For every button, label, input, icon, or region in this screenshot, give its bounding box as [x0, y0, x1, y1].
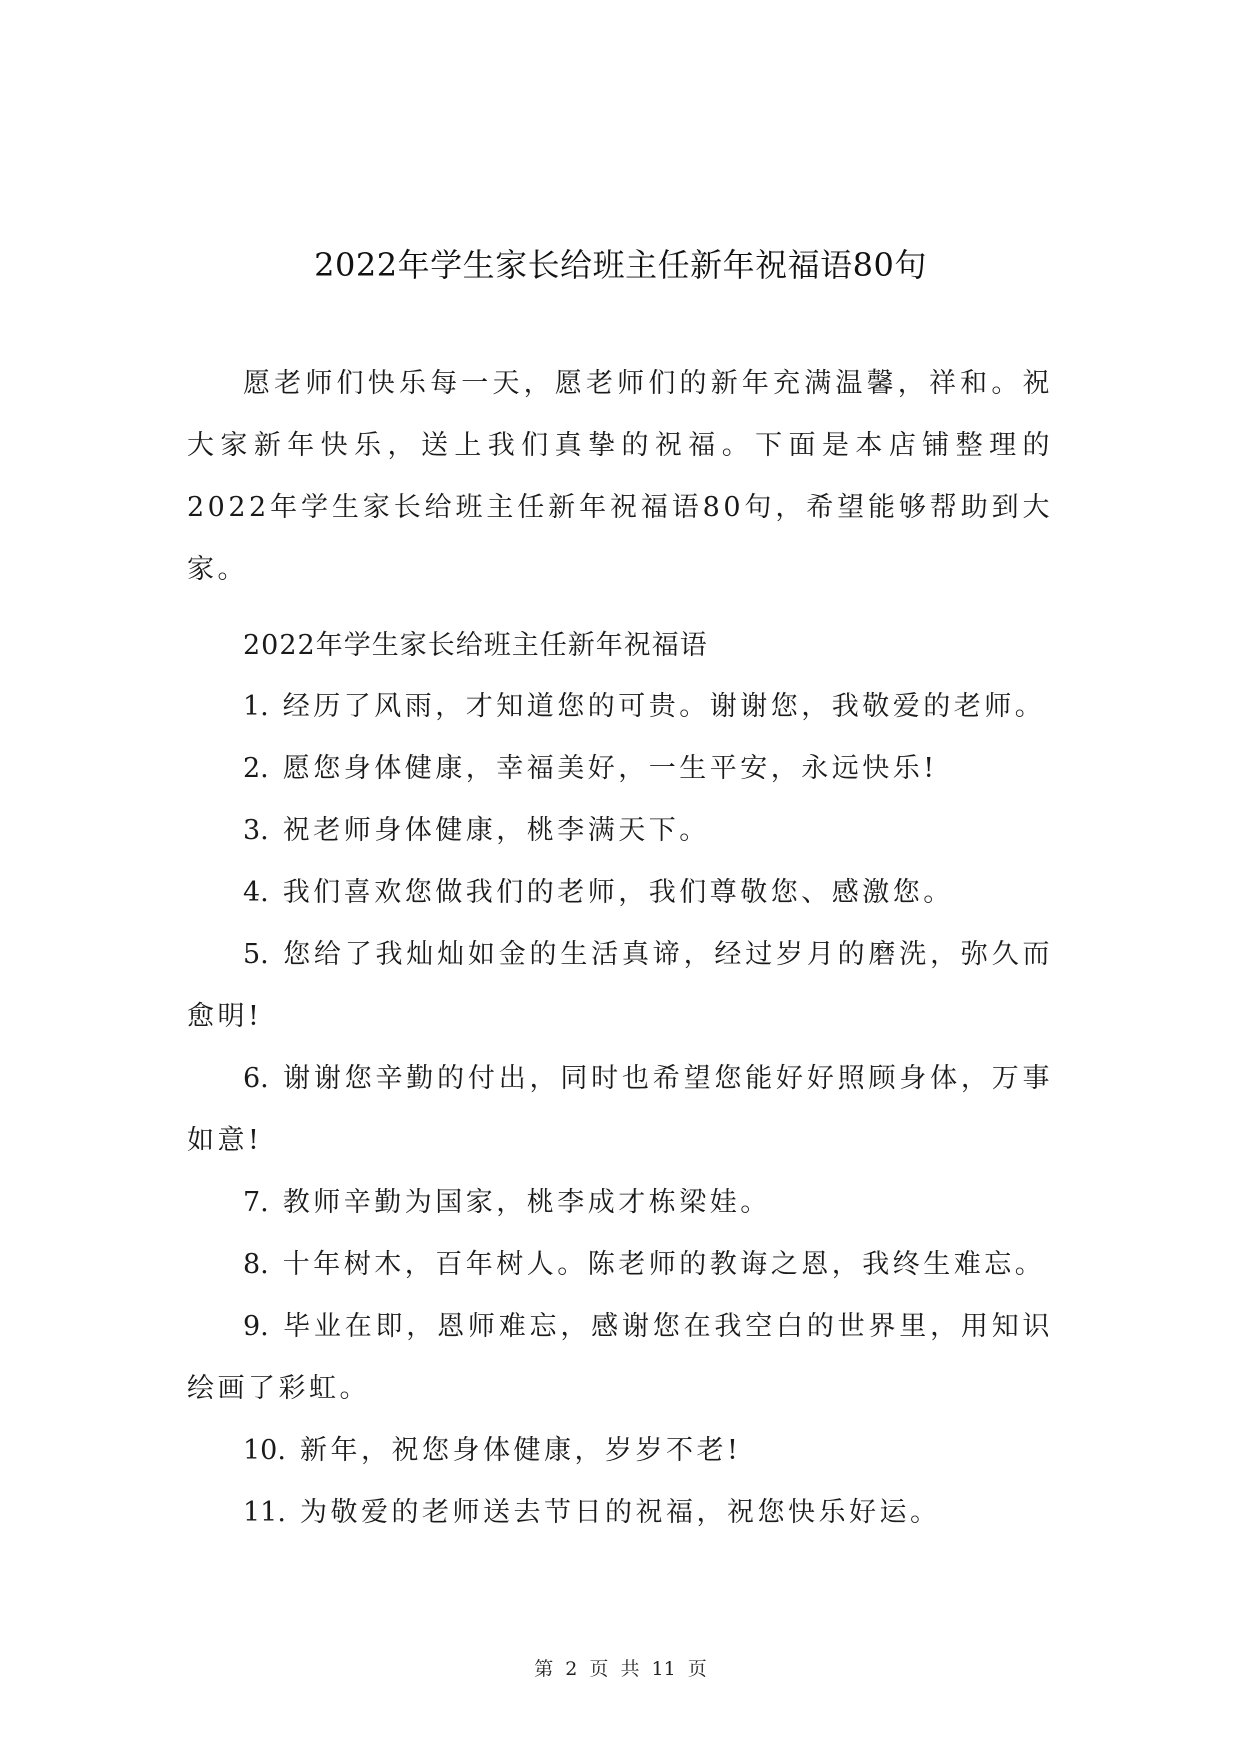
list-item [187, 1234, 1053, 1296]
list-item [187, 1420, 1053, 1482]
item-text: 教师辛勤为国家，桃李成才栋梁娃。 [282, 1187, 771, 1218]
item-number: 2. [243, 753, 269, 784]
item-text: 为敬爱的老师送去节日的祝福，祝您快乐好运。 [299, 1497, 941, 1528]
document-title: 2022年学生家长给班主任新年祝福语80句 [314, 246, 927, 285]
list-item [187, 1172, 1053, 1234]
item-number: 10. [243, 1435, 286, 1466]
item-number: 9. [243, 1311, 269, 1342]
blessing-list [187, 676, 1053, 1544]
item-number: 1. [243, 691, 269, 722]
item-number: 11. [243, 1497, 286, 1528]
item-text: 谢谢您辛勤的付出，同时也希望您能好好照顾身体，万事如意! [187, 1063, 1053, 1156]
item-number: 8. [243, 1249, 269, 1280]
item-text: 经历了风雨，才知道您的可贵。谢谢您，我敬爱的老师。 [282, 691, 1046, 722]
item-number: 3. [243, 815, 269, 846]
item-text: 愿您身体健康，幸福美好，一生平安，永远快乐! [282, 753, 938, 784]
item-text: 祝老师身体健康，桃李满天下。 [282, 815, 710, 846]
list-item [187, 1048, 1053, 1172]
list-item [187, 1296, 1053, 1420]
page-number-footer: 第 2 页 共 11 页 [534, 1658, 707, 1680]
item-text: 毕业在即，恩师难忘，感谢您在我空白的世界里，用知识绘画了彩虹。 [187, 1311, 1053, 1404]
list-item [187, 1482, 1053, 1544]
list-item [187, 862, 1053, 924]
list-item [187, 676, 1053, 738]
item-text: 十年树木，百年树人。陈老师的教诲之恩，我终生难忘。 [282, 1249, 1046, 1280]
item-number: 5. [243, 939, 269, 970]
item-text: 您给了我灿灿如金的生活真谛，经过岁月的磨洗，弥久而愈明! [187, 939, 1053, 1032]
item-text: 我们喜欢您做我们的老师，我们尊敬您、感激您。 [282, 877, 954, 908]
item-number: 7. [243, 1187, 269, 1218]
intro-paragraph: 愿老师们快乐每一天，愿老师们的新年充满温馨，祥和。祝大家新年快乐，送上我们真挚的祝福。下面是本店铺整理的2022年学生家长给班主任新年祝福语80句，希望能够帮助到大家。 [187, 368, 1053, 585]
item-number: 6. [243, 1063, 269, 1094]
item-text: 新年，祝您身体健康，岁岁不老! [299, 1435, 742, 1466]
list-item [187, 738, 1053, 800]
item-number: 4. [243, 877, 269, 908]
list-item [187, 924, 1053, 1048]
list-item [187, 800, 1053, 862]
section-heading: 2022年学生家长给班主任新年祝福语 [243, 630, 708, 661]
document-body [187, 353, 1053, 1528]
